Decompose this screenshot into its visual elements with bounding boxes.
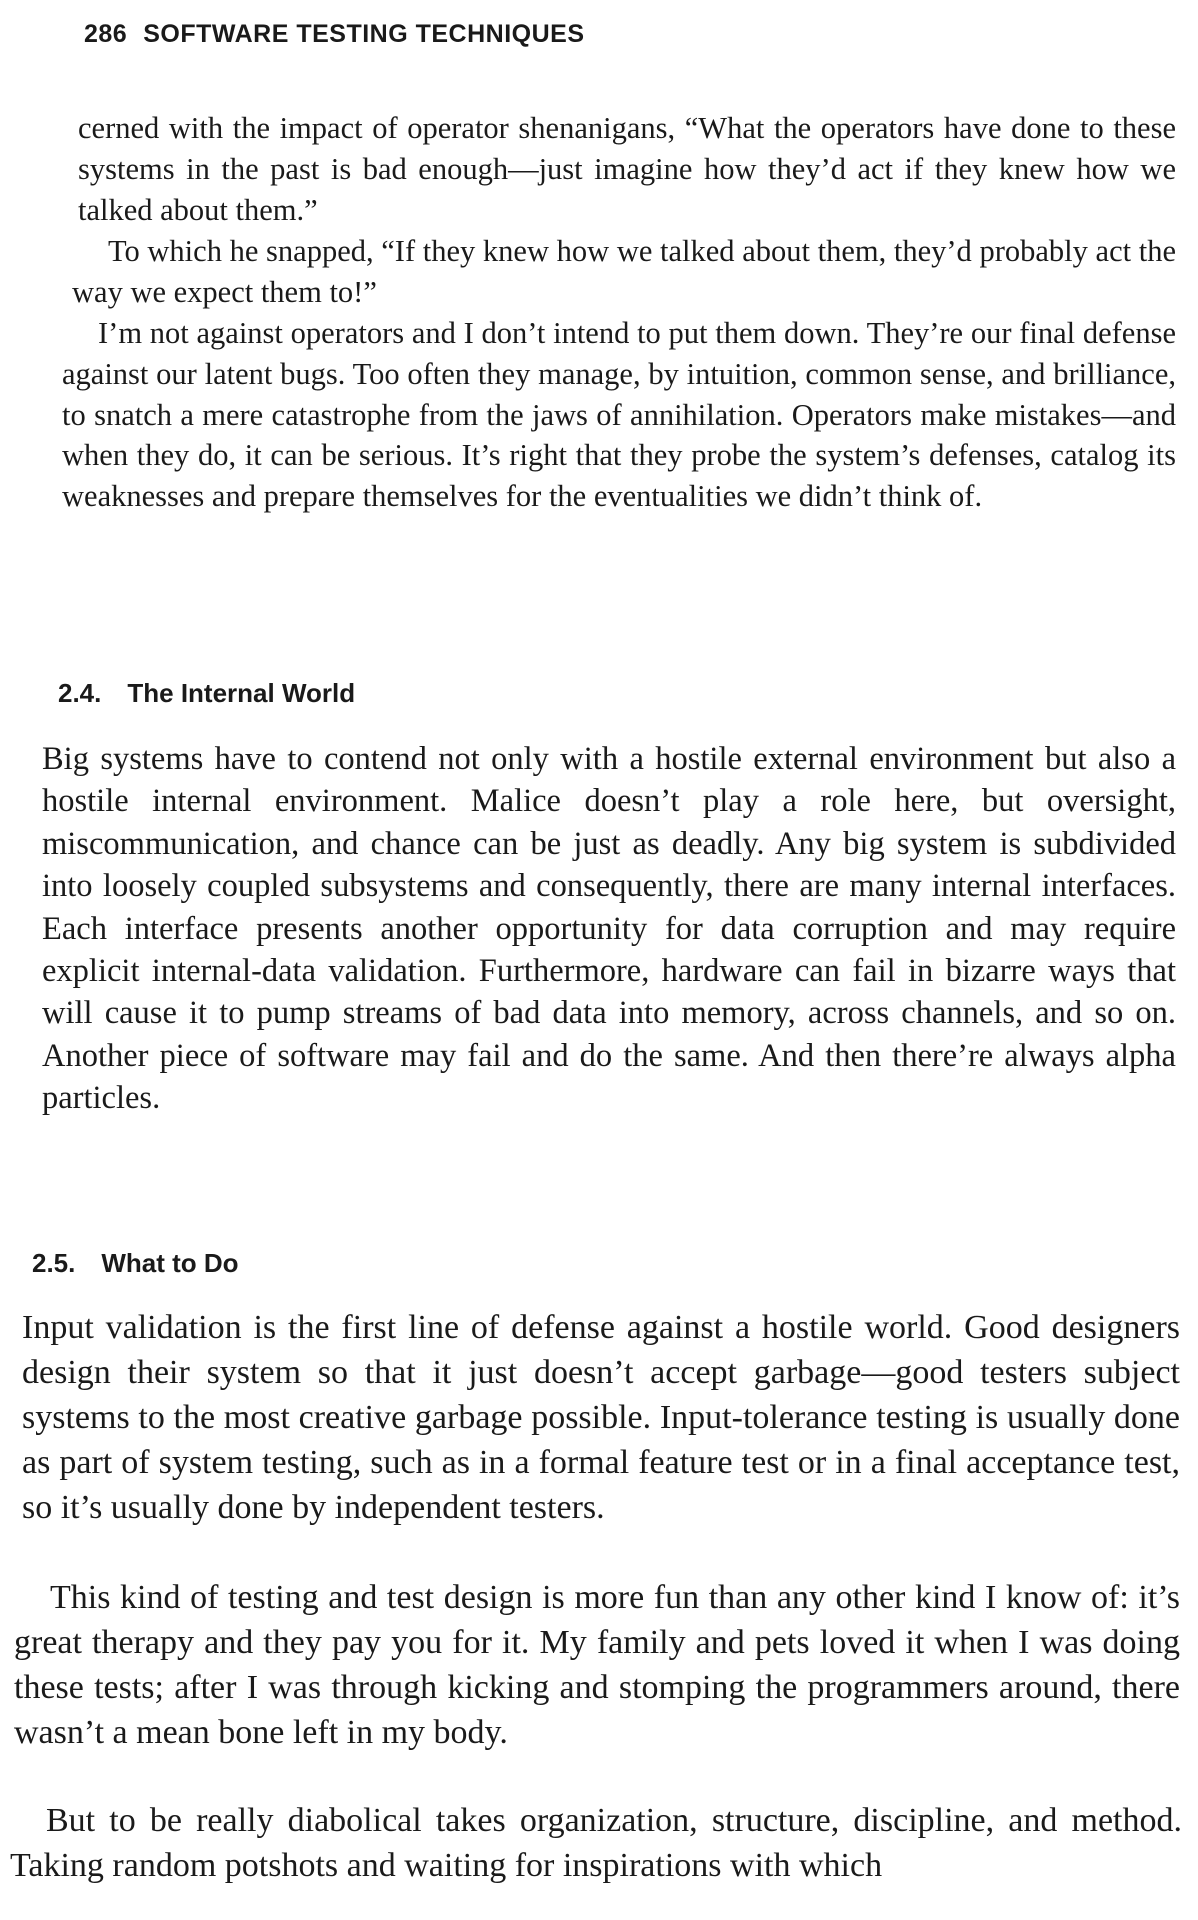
- page-number: 286: [84, 20, 128, 48]
- paragraph: To which he snapped, “If they knew how we talked about them, they’d probably act the way we expect them to!”: [72, 234, 1176, 309]
- section-heading: [58, 678, 355, 709]
- paragraph: cerned with the impact of operator shenanigans, “What the operators have done to these systems in the past is bad enough—just imagine how they’d act if they knew how we talked about them.”: [78, 111, 1176, 227]
- paragraph: But to be really diabolical takes organization, structure, discipline, and method. Taking random potshots and waiting for inspirations with which: [10, 1802, 1182, 1884]
- paragraph: Input validation is the first line of defense against a hostile world. Good designers design their system so that it just doesn’t accept garbage—good testers subject systems to the most creative garbage possible. Input-tolerance testing is usually done as part of system testing, such as in a formal feature test or in a final acceptance test, so it’s usually done by independent testers.: [22, 1309, 1180, 1526]
- section-number: 2.4.: [58, 678, 102, 708]
- paragraph: I’m not against operators and I don’t intend to put them down. They’re our final defense against our latent bugs. Too often they manage, by intuition, common sense, and brilliance, to snatch a mere catastrophe from the jaws of annihilation. Operators make mistakes—and when they do, it can be serious. It’s right that they probe the system’s defenses, catalog its weaknesses and prepare themselves for the eventualities we didn’t think of.: [62, 316, 1176, 514]
- running-header: [84, 20, 585, 49]
- paragraph: Big systems have to contend not only with a hostile external environment but also a hostile internal environment. Malice doesn’t play a role here, but oversight, miscommunication, and chance can be just as deadly. Any big system is subdivided into loosely coupled subsystems and consequently, there are many internal interfaces. Each interface presents another opportunity for data corruption and may require explicit internal-data validation. Furthermore, hardware can fail in bizarre ways that will cause it to pump streams of bad data into memory, across channels, and so on. Another piece of software may fail and do the same. And then there’re always alpha particles.: [42, 741, 1176, 1117]
- running-title: SOFTWARE TESTING TECHNIQUES: [143, 20, 585, 48]
- section-title: What to Do: [101, 1248, 239, 1278]
- section-number: 2.5.: [32, 1248, 76, 1278]
- section-title: The Internal World: [127, 678, 356, 708]
- paragraph: This kind of testing and test design is more fun than any other kind I know of: it’s great therapy and they pay you for it. My family and pets loved it when I was doing these tests; after I was through kicking and stomping the programmers around, there wasn’t a mean bone left in my body.: [14, 1579, 1180, 1751]
- section-heading: [32, 1248, 239, 1279]
